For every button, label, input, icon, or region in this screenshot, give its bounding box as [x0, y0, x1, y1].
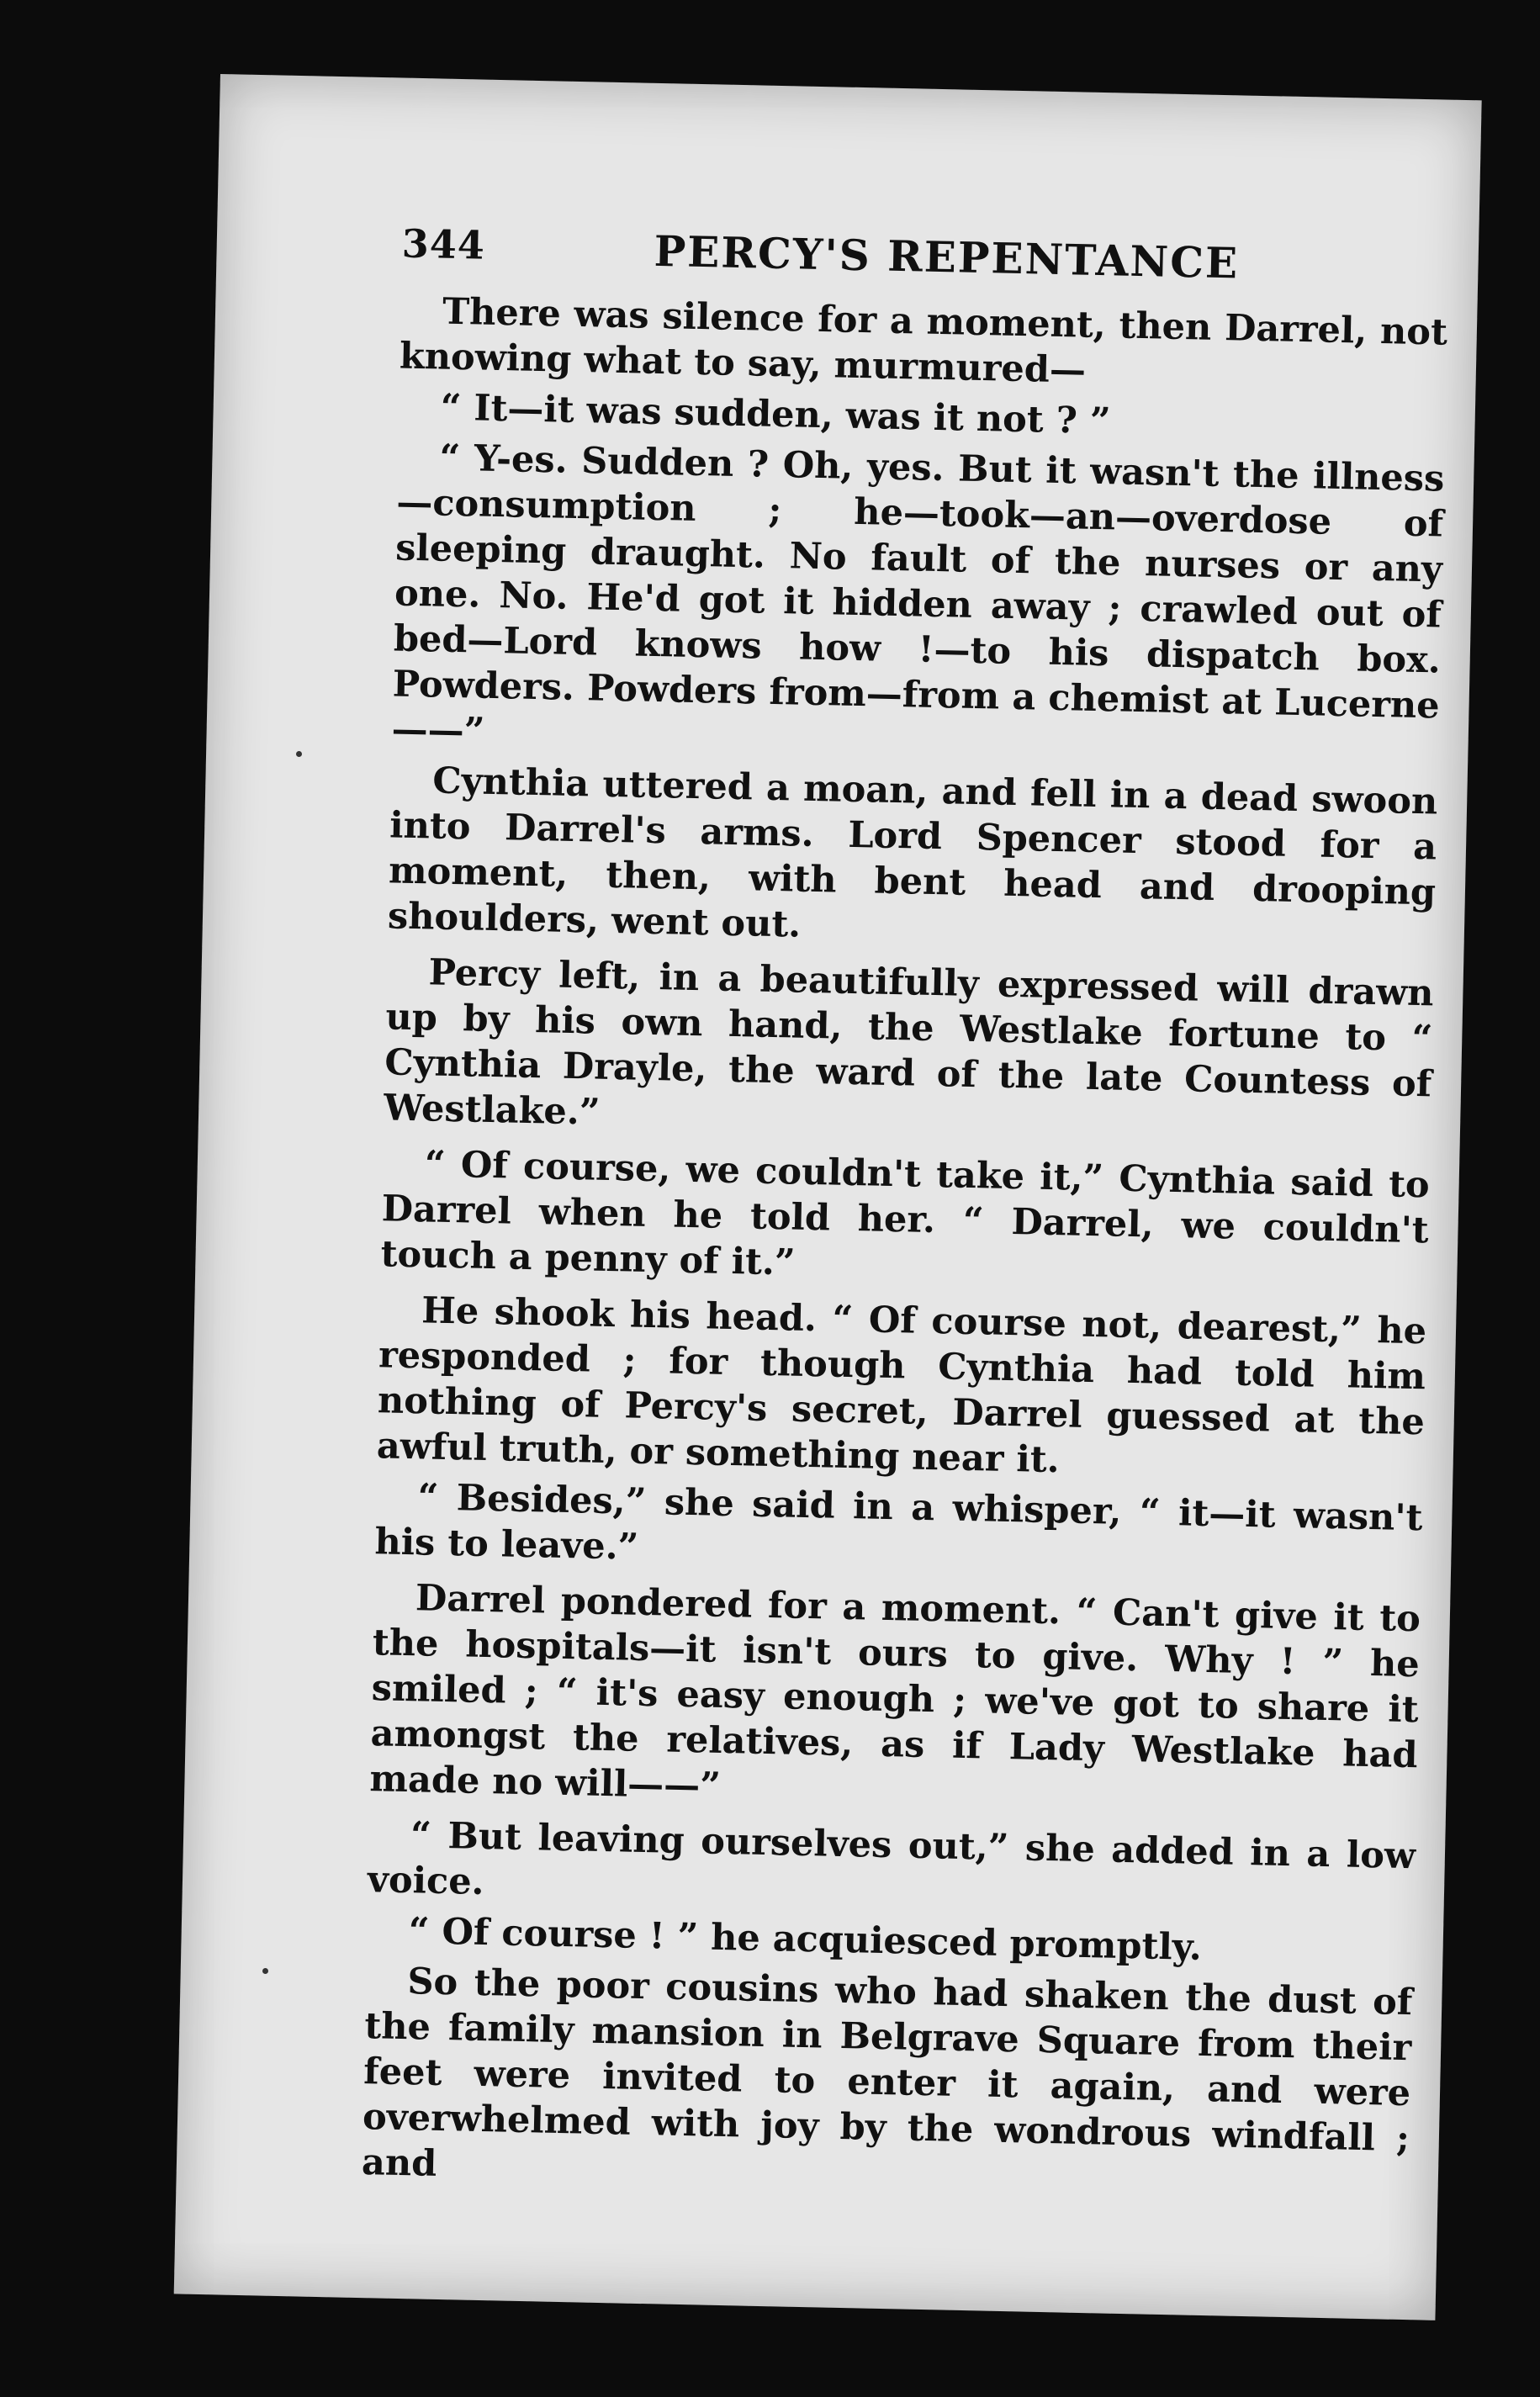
body-text [361, 288, 1447, 2213]
paragraph: “ Besides,” she said in a whisper, “ it—it wasn't his to leave.” [373, 1476, 1423, 1569]
paragraph: “ Y-es. Sudden ? Oh, yes. But it wasn't the illness—consumption ; he—took—an—overdose of sleeping draught. No fault of the nurses or any one. No. He'd got it hidden away ; crawled out of bed—Lord knows how !—to his dispatch box. Powders. Powders from—from a chemist at Lucerne——” [391, 437, 1445, 753]
paragraph: Percy left, in a beautifully expressed will drawn up by his own hand, the Westlake fortune to “ Cynthia Drayle, the ward of the late Countess of Westlake.” [383, 951, 1434, 1134]
paragraph: “ It—it was sudden, was it not ? ” [440, 386, 1112, 443]
book-page [174, 74, 1482, 2320]
margin-speck [296, 751, 302, 757]
paragraph: Darrel pondered for a moment. “ Can't give it to the hospitals—it isn't ours to give. Why ! ” he smiled ; “ it's easy enough ; we've got to share it amongst the relatives, as if Lady Westlake had made no will——” [369, 1577, 1421, 1807]
paragraph: He shook his head. “ Of course not, dearest,” he responded ; for though Cynthia had told him nothing of Percy's secret, Darrel guessed at the awful truth, or something near it. [376, 1289, 1427, 1482]
paragraph: “ But leaving ourselves out,” she added in a low voice. [367, 1814, 1416, 1904]
running-title: PERCY'S REPENTANCE [654, 225, 1240, 288]
paragraph: Cynthia uttered a moan, and fell in a dead swoon into Darrel's arms. Lord Spencer stood for a moment, then, with bent head and drooping shoulders, went out. [387, 759, 1438, 946]
page-number: 344 [401, 220, 486, 268]
paragraph: There was silence for a moment, then Darrel, not knowing what to say, murmured— [399, 290, 1448, 392]
margin-speck [262, 1968, 268, 1974]
paragraph: So the poor cousins who had shaken the dust of the family mansion in Belgrave Square from their feet were invited to enter it again, and were overwhelmed with joy by the wondrous windfall ; and [361, 1960, 1413, 2185]
paragraph: “ Of course, we couldn't take it,” Cynthia said to Darrel when he told her. “ Darrel, we couldn't touch a penny of it.” [380, 1143, 1431, 1284]
paragraph: “ Of course ! ” he acquiesced promptly. [408, 1910, 1203, 1969]
page-header [401, 221, 1453, 302]
